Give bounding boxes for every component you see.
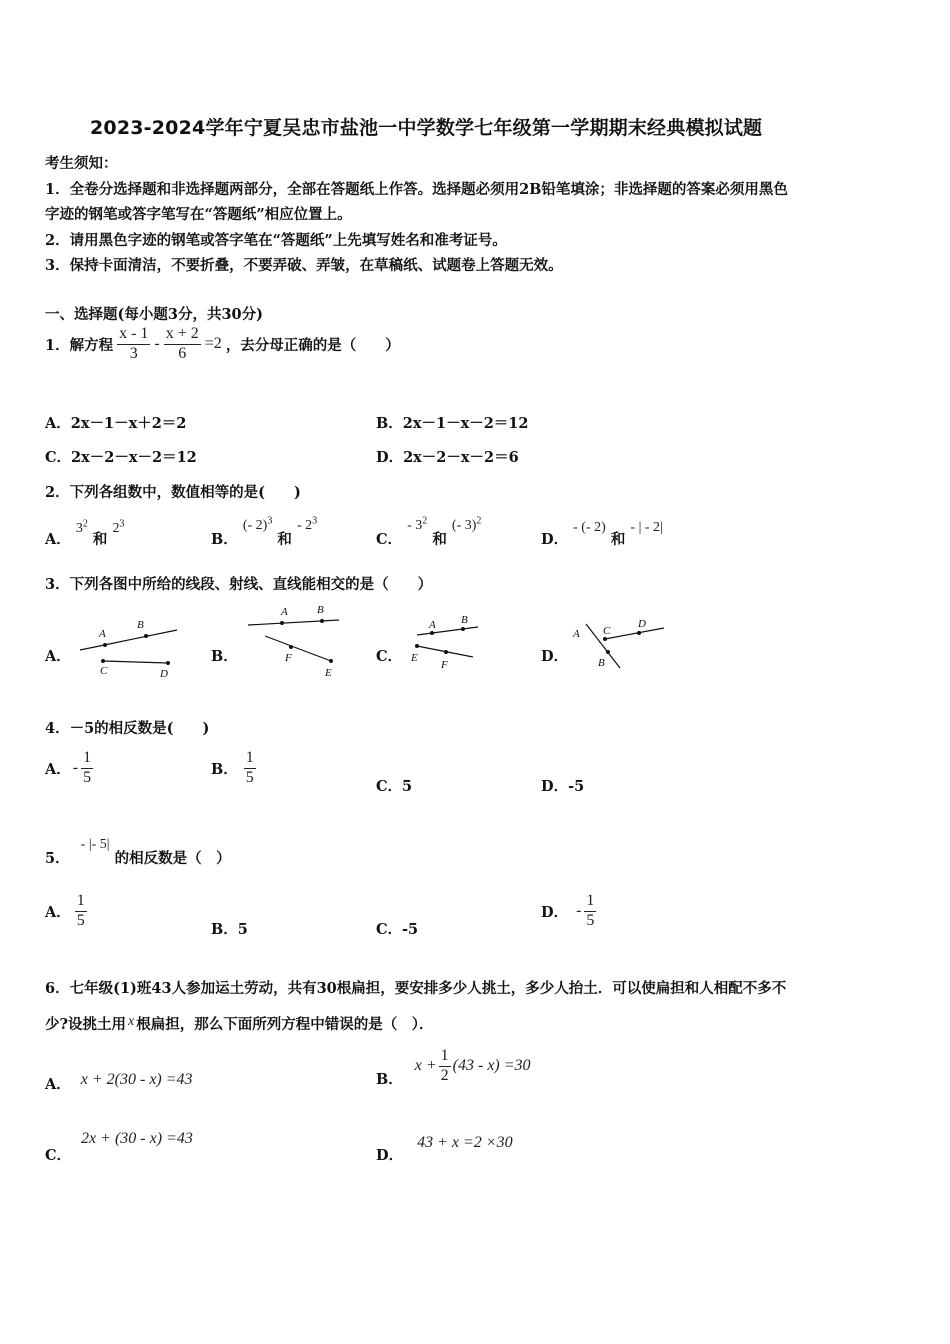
q6-option-c[interactable] — [45, 1130, 193, 1164]
q6-a-label: A． — [45, 1076, 71, 1093]
q2-a-label: A． — [45, 531, 71, 548]
q2-c-label: C． — [376, 531, 403, 548]
question-6-line-2 — [45, 1013, 433, 1034]
q2-b-label: B． — [211, 531, 238, 548]
q6-b-fraction — [439, 1048, 451, 1085]
q5-d-fraction — [584, 893, 596, 930]
q3c-point-e: E — [411, 652, 418, 664]
q2-a-math-2: 2 — [112, 521, 120, 536]
q3-option-b-label[interactable]: B． — [211, 648, 238, 665]
q6-line-2a: 少?设挑土用 — [45, 1016, 126, 1033]
q6-d-expression: 43 + x =2 ×30 — [417, 1134, 513, 1151]
q3d-point-c: C — [603, 625, 611, 637]
q3b-point-e: E — [325, 667, 332, 679]
q2-option-b[interactable] — [211, 513, 318, 548]
q2-c-math-2-exp: 2 — [476, 515, 482, 527]
q2-c-math-1: - 3 — [407, 518, 423, 533]
q5-a-num: 1 — [75, 893, 87, 912]
q5-d-num: 1 — [584, 893, 596, 912]
q3-figure-d — [570, 612, 670, 674]
q2-a-math-1-exp: 2 — [82, 518, 88, 530]
q4-option-c[interactable]: C．5 — [376, 778, 413, 795]
q3a-point-d: D — [160, 668, 168, 680]
q3c-point-b: B — [461, 614, 468, 626]
q1-fraction-2-den: 6 — [178, 344, 187, 362]
question-4-stem: 4．－5的相反数是( ) — [45, 720, 210, 737]
q3c-point-f: F — [441, 659, 448, 671]
q1-option-c[interactable]: C．2x－2－x－2＝12 — [45, 449, 197, 466]
q3d-point-b: B — [598, 657, 605, 669]
q3-option-d-label[interactable]: D． — [541, 648, 569, 665]
page-title: 2023-2024学年宁夏吴忠市盐池一中学数学七年级第一学期期末经典模拟试题 — [90, 117, 763, 139]
q3d-point-d: D — [638, 618, 646, 630]
q3b-point-a: A — [281, 606, 288, 618]
q6-b-den: 2 — [440, 1066, 449, 1084]
q2-c-math-1-exp: 2 — [422, 515, 428, 527]
q4-option-d[interactable]: D．-5 — [541, 778, 585, 795]
notice-line-1b: 字迹的钢笔或答字笔写在“答题纸”相应位置上。 — [45, 206, 352, 223]
q5-a-fraction — [75, 893, 87, 930]
q1-fraction-1-den: 3 — [129, 344, 138, 362]
q2-a-math-1: 3 — [75, 521, 83, 536]
q2-b-and: 和 — [277, 531, 292, 548]
notice-line-1a: 1．全卷分选择题和非选择题两部分，全部在答题纸上作答。选择题必须用2B铅笔填涂；非选择题的答案必须用黑色 — [45, 181, 788, 198]
q3-figure-b — [245, 600, 345, 682]
q6-b-label: B． — [376, 1070, 403, 1088]
q4-b-num: 1 — [244, 750, 256, 769]
q4-b-den: 5 — [245, 768, 254, 786]
q4-b-label: B． — [211, 760, 238, 778]
q2-option-d[interactable] — [541, 515, 663, 548]
q3d-point-a: A — [573, 628, 580, 640]
q2-option-c[interactable] — [376, 513, 482, 548]
q1-prefix: 1．解方程 — [45, 336, 114, 354]
q5-number: 5． — [45, 850, 70, 867]
q6-a-expression: x + 2(30 - x) =43 — [80, 1070, 193, 1088]
q6-d-label: D． — [376, 1147, 404, 1164]
notice-heading: 考生须知： — [45, 155, 118, 172]
q2-b-math-2-exp: 3 — [312, 515, 318, 527]
q6-option-d[interactable] — [376, 1134, 513, 1164]
q2-b-math-1: (- 2) — [242, 518, 268, 533]
q3-figure-a — [75, 615, 185, 683]
q1-suffix: ，去分母正确的是（ ） — [225, 336, 400, 354]
notice-line-2: 2．请用黑色字迹的钢笔或答字笔在“答题纸”上先填写姓名和准考证号。 — [45, 232, 507, 249]
q3-option-a-label[interactable]: A． — [45, 648, 71, 665]
q2-a-and: 和 — [92, 531, 108, 548]
q5-d-sign: - — [576, 902, 582, 920]
q3a-point-c: C — [100, 665, 108, 677]
q4-option-b[interactable] — [211, 750, 256, 787]
q4-a-label: A． — [45, 760, 71, 778]
q5-option-c[interactable]: C．-5 — [376, 921, 419, 938]
q3-figure-c — [405, 608, 485, 676]
question-6-line-1: 6．七年级(1)班43人参加运土劳动，共有30根扁担，要安排多少人挑土，多少人抬土．可以使扁担和人相配不多不 — [45, 980, 787, 997]
q2-a-math-2-exp: 3 — [119, 518, 125, 530]
q6-line-2b: 根扁担，那么下面所列方程中错误的是（ ）． — [136, 1016, 434, 1033]
q6-b-pre: x + — [414, 1057, 437, 1075]
q6-option-b[interactable] — [376, 1047, 531, 1088]
q2-option-a[interactable] — [45, 516, 125, 548]
q3a-point-a: A — [99, 628, 106, 640]
q2-b-math-1-exp: 3 — [267, 515, 273, 527]
q6-c-label: C． — [45, 1147, 72, 1164]
q4-a-den: 5 — [83, 768, 92, 786]
q4-b-fraction — [244, 750, 256, 787]
q4-option-a[interactable] — [45, 750, 93, 787]
q3a-point-b: B — [137, 619, 144, 631]
q4-a-num: 1 — [81, 750, 93, 769]
question-5-stem — [45, 832, 231, 867]
q1-minus: - — [154, 335, 160, 353]
question-3-stem: 3．下列各图中所给的线段、射线、直线能相交的是（ ） — [45, 576, 433, 593]
q6-b-num: 1 — [439, 1048, 451, 1067]
q6-b-post: (43 - x) =30 — [452, 1057, 531, 1075]
q3c-point-a: A — [429, 619, 436, 631]
q1-rhs: =2 — [204, 335, 222, 353]
q1-option-a[interactable]: A．2x－1－x＋2＝2 — [45, 415, 187, 432]
q2-d-and: 和 — [610, 531, 626, 548]
q3-option-c-label[interactable]: C． — [376, 648, 403, 665]
q1-option-b[interactable]: B．2x－1－x－2＝12 — [376, 415, 529, 432]
question-1-stem — [45, 326, 400, 363]
q5-a-den: 5 — [76, 911, 85, 929]
q2-c-math-2: (- 3) — [451, 518, 477, 533]
q5-a-label: A． — [45, 903, 71, 921]
q4-a-sign: - — [72, 759, 79, 777]
q6-c-expression: 2x + (30 - x) =43 — [81, 1130, 193, 1147]
q2-d-label: D． — [541, 531, 569, 548]
q1-option-d[interactable]: D．2x－2－x－2＝6 — [376, 449, 519, 466]
q2-c-and: 和 — [432, 531, 447, 548]
question-2-stem: 2．下列各组数中，数值相等的是( ) — [45, 484, 301, 501]
q5-d-den: 5 — [586, 911, 595, 929]
q3b-point-b: B — [317, 604, 324, 616]
q6-option-a[interactable] — [45, 1069, 193, 1093]
q3b-point-f: F — [285, 652, 292, 664]
q4-a-fraction — [81, 750, 93, 787]
notice-line-3: 3．保持卡面清洁，不要折叠，不要弄破、弄皱，在草稿纸、试题卷上答题无效。 — [45, 257, 563, 274]
q5-stem-text: 的相反数是（ ） — [114, 850, 231, 867]
q1-fraction-1-num: x - 1 — [117, 326, 150, 345]
q2-b-math-2: - 2 — [296, 518, 313, 533]
q5-option-a[interactable] — [45, 893, 87, 930]
q1-fraction-2-num: x + 2 — [164, 326, 201, 345]
q6-variable: x — [128, 1014, 135, 1029]
q2-d-math-1: - (- 2) — [573, 520, 606, 535]
q5-expression: - |- 5| — [80, 837, 110, 852]
section-heading: 一、选择题(每小题3分，共30分) — [45, 306, 263, 323]
q2-d-math-2: - | - 2| — [630, 520, 663, 535]
q5-d-label: D． — [541, 903, 569, 921]
q5-option-b[interactable]: B．5 — [211, 921, 248, 938]
q1-fraction-2 — [164, 326, 201, 363]
q5-option-d[interactable] — [541, 893, 596, 930]
q1-fraction-1 — [117, 326, 150, 363]
